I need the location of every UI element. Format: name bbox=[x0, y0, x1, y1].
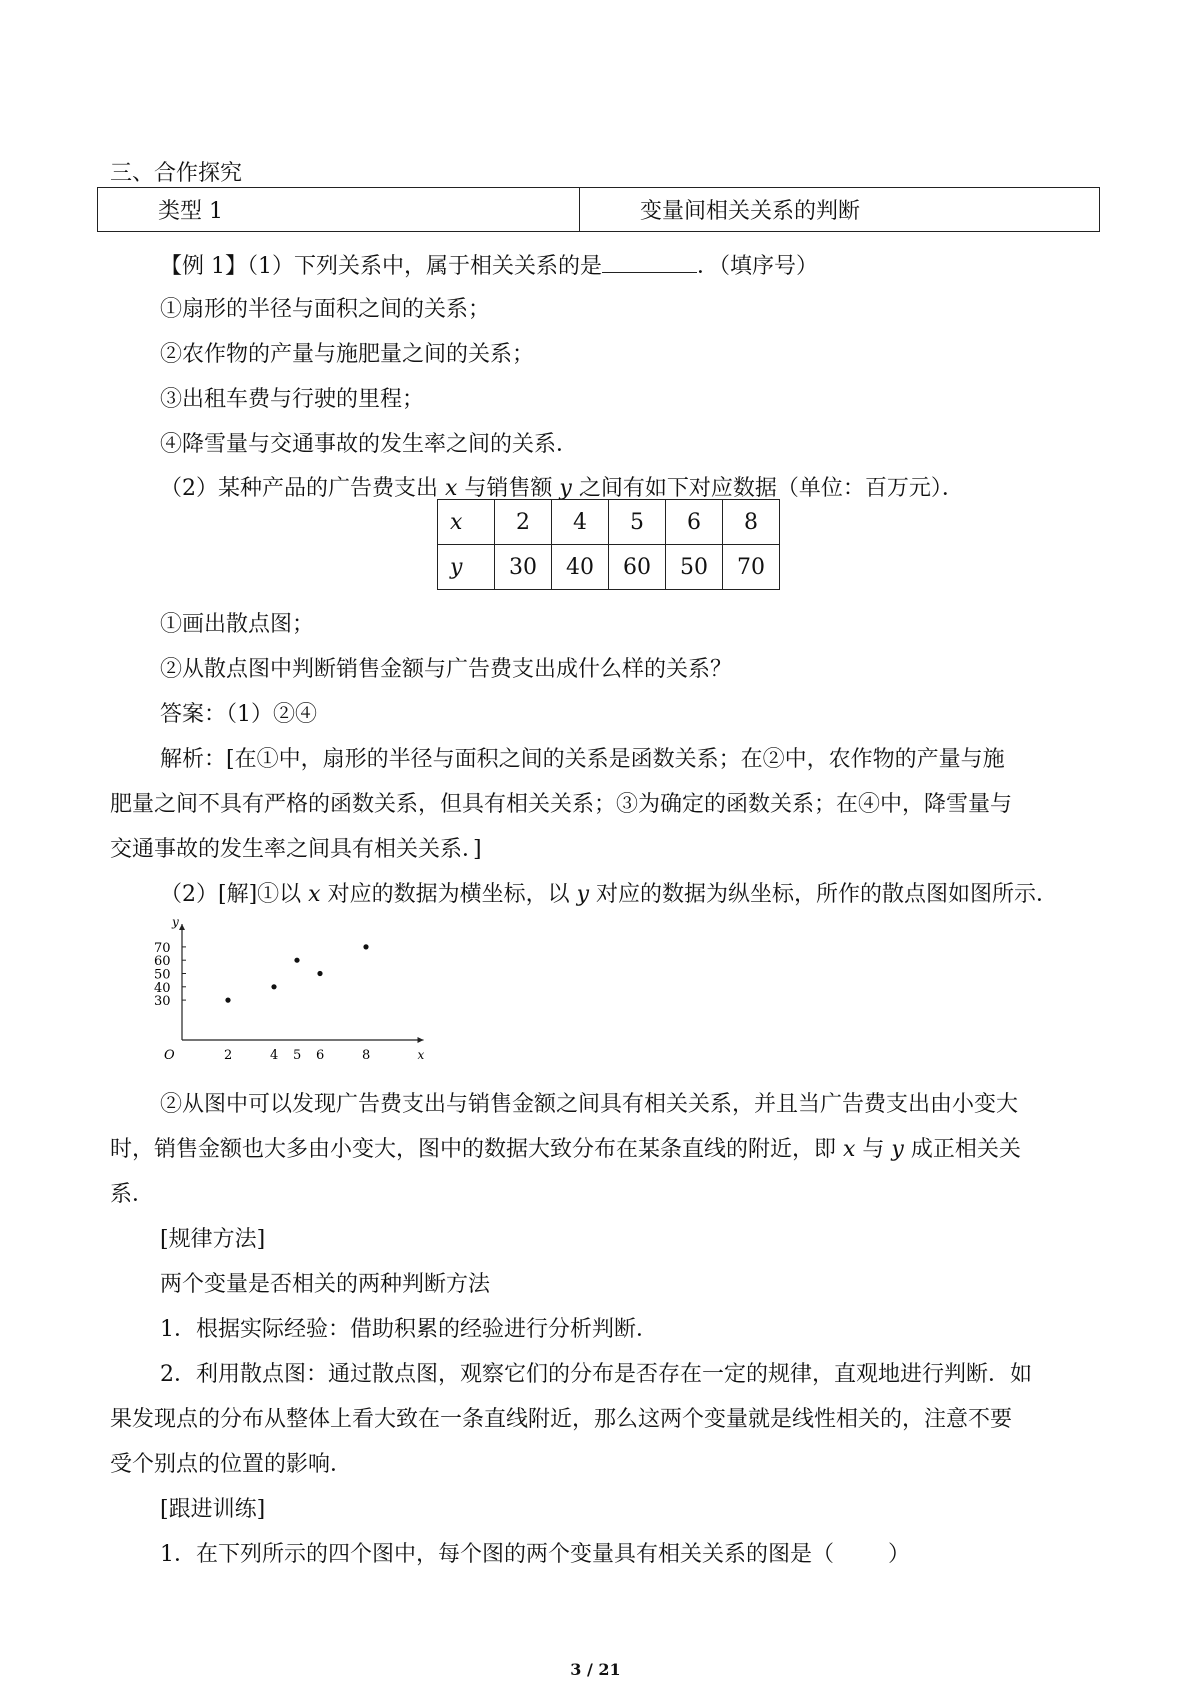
table-cell: 30 bbox=[495, 545, 552, 590]
list-item: ④降雪量与交通事故的发生率之间的关系． bbox=[160, 432, 579, 457]
answer-line: 答案：（1）②④ bbox=[160, 702, 317, 727]
method-point: 受个别点的位置的影响． bbox=[110, 1452, 353, 1477]
var-x: x bbox=[445, 476, 458, 501]
conclusion-text-c: 成正相关关 bbox=[903, 1137, 1021, 1162]
answer-blank bbox=[602, 250, 697, 273]
type-topic: 变量间相关关系的判断 bbox=[580, 188, 1100, 232]
var-y: y bbox=[576, 882, 590, 907]
x-tick-label: 4 bbox=[270, 1048, 279, 1062]
x-tick-label: 8 bbox=[362, 1048, 371, 1062]
practice-heading: [跟进训练] bbox=[160, 1497, 266, 1522]
var-x: x bbox=[843, 1137, 856, 1162]
table-cell: 50 bbox=[666, 545, 723, 590]
part2-text-a: （2）某种产品的广告费支出 bbox=[160, 476, 445, 501]
table-header-x: x bbox=[438, 500, 495, 545]
type-table bbox=[97, 187, 1100, 232]
conclusion-line: 系． bbox=[110, 1182, 155, 1207]
solution-text-c: 对应的数据为纵坐标，所作的散点图如图所示． bbox=[589, 882, 1059, 907]
practice-question bbox=[160, 1540, 910, 1570]
y-axis-label: y bbox=[172, 916, 179, 929]
method-subtitle: 两个变量是否相关的两种判断方法 bbox=[160, 1272, 491, 1297]
task-item: ①画出散点图； bbox=[160, 612, 315, 637]
example-intro-suffix: ．（填序号） bbox=[697, 254, 819, 279]
var-y: y bbox=[559, 476, 572, 501]
x-tick-label: 5 bbox=[293, 1048, 302, 1062]
data-point bbox=[294, 958, 299, 963]
x-tick-label: 6 bbox=[316, 1048, 325, 1062]
chart-points bbox=[225, 944, 368, 1002]
list-item: ②农作物的产量与施肥量之间的关系； bbox=[160, 342, 535, 367]
y-axis-arrow bbox=[179, 924, 185, 930]
question-close-paren: ） bbox=[888, 1542, 911, 1567]
page-number: 3 / 21 bbox=[570, 1660, 621, 1679]
method-point: 1．根据实际经验：借助积累的经验进行分析判断． bbox=[160, 1317, 658, 1342]
table-row bbox=[438, 500, 780, 545]
scatter-chart bbox=[152, 916, 452, 1062]
conclusion-text-b: 与 bbox=[855, 1137, 892, 1162]
origin-label: O bbox=[164, 1048, 175, 1062]
var-y: y bbox=[891, 1137, 904, 1162]
data-point bbox=[225, 998, 230, 1003]
y-tick-label: 40 bbox=[154, 980, 171, 996]
x-tick-label: 2 bbox=[224, 1048, 233, 1062]
y-tick-label: 50 bbox=[154, 967, 171, 983]
method-point: 果发现点的分布从整体上看大致在一条直线附近，那么这两个变量就是线性相关的，注意不要 bbox=[110, 1407, 1013, 1432]
method-point: 2．利用散点图：通过散点图，观察它们的分布是否存在一定的规律，直观地进行判断．如 bbox=[160, 1362, 1033, 1387]
data-point bbox=[317, 971, 322, 976]
table-header-y: y bbox=[438, 545, 495, 590]
data-point bbox=[271, 984, 276, 989]
chart-ticks bbox=[154, 941, 370, 1062]
question-text: 1．在下列所示的四个图中，每个图的两个变量具有相关关系的图是（ bbox=[160, 1542, 834, 1567]
task-item: ②从散点图中判断销售金额与广告费支出成什么样的关系？ bbox=[160, 657, 733, 682]
list-item: ①扇形的半径与面积之间的关系； bbox=[160, 297, 491, 322]
section-title: 三、合作探究 bbox=[110, 161, 243, 186]
table-row bbox=[438, 545, 780, 590]
example-intro-text: 【例 1】（1）下列关系中，属于相关关系的是 bbox=[160, 254, 602, 279]
conclusion-line bbox=[110, 1135, 1021, 1165]
table-cell: 8 bbox=[723, 500, 780, 545]
analysis-line: 交通事故的发生率之间具有相关关系．] bbox=[110, 837, 482, 862]
list-item: ③出租车费与行驶的里程； bbox=[160, 387, 425, 412]
x-axis-arrow bbox=[418, 1037, 424, 1043]
table-cell: 2 bbox=[495, 500, 552, 545]
var-x: x bbox=[308, 882, 321, 907]
part2-text-c: 之间有如下对应数据（单位：百万元）． bbox=[571, 476, 964, 501]
conclusion-line: ②从图中可以发现广告费支出与销售金额之间具有相关关系，并且当广告费支出由小变大 bbox=[160, 1092, 1019, 1117]
table-cell: 70 bbox=[723, 545, 780, 590]
y-tick-label: 30 bbox=[154, 994, 171, 1010]
x-axis-label: x bbox=[417, 1048, 425, 1062]
data-table bbox=[437, 499, 780, 590]
method-heading: [规律方法] bbox=[160, 1227, 266, 1252]
part2-text-b: 与销售额 bbox=[457, 476, 560, 501]
table-cell: 4 bbox=[552, 500, 609, 545]
data-point bbox=[363, 944, 368, 949]
solution-text-a: （2）[解]①以 bbox=[160, 882, 309, 907]
table-cell: 5 bbox=[609, 500, 666, 545]
analysis-line: 肥量之间不具有严格的函数关系，但具有相关关系；③为确定的函数关系；在④中，降雪量与 bbox=[110, 792, 1013, 817]
analysis-line: 解析：[在①中，扇形的半径与面积之间的关系是函数关系；在②中，农作物的产量与施 bbox=[160, 747, 1005, 772]
y-tick-label: 70 bbox=[154, 940, 171, 956]
chart-axes bbox=[164, 916, 425, 1062]
type-label: 类型 1 bbox=[98, 188, 580, 232]
y-tick-label: 60 bbox=[154, 954, 171, 970]
solution-text-b: 对应的数据为横坐标，以 bbox=[320, 882, 577, 907]
table-cell: 6 bbox=[666, 500, 723, 545]
example-intro bbox=[160, 250, 818, 282]
solution-line bbox=[160, 880, 1058, 910]
table-cell: 60 bbox=[609, 545, 666, 590]
conclusion-text-a: 时，销售金额也大多由小变大，图中的数据大致分布在某条直线的附近，即 bbox=[110, 1137, 843, 1162]
table-cell: 40 bbox=[552, 545, 609, 590]
